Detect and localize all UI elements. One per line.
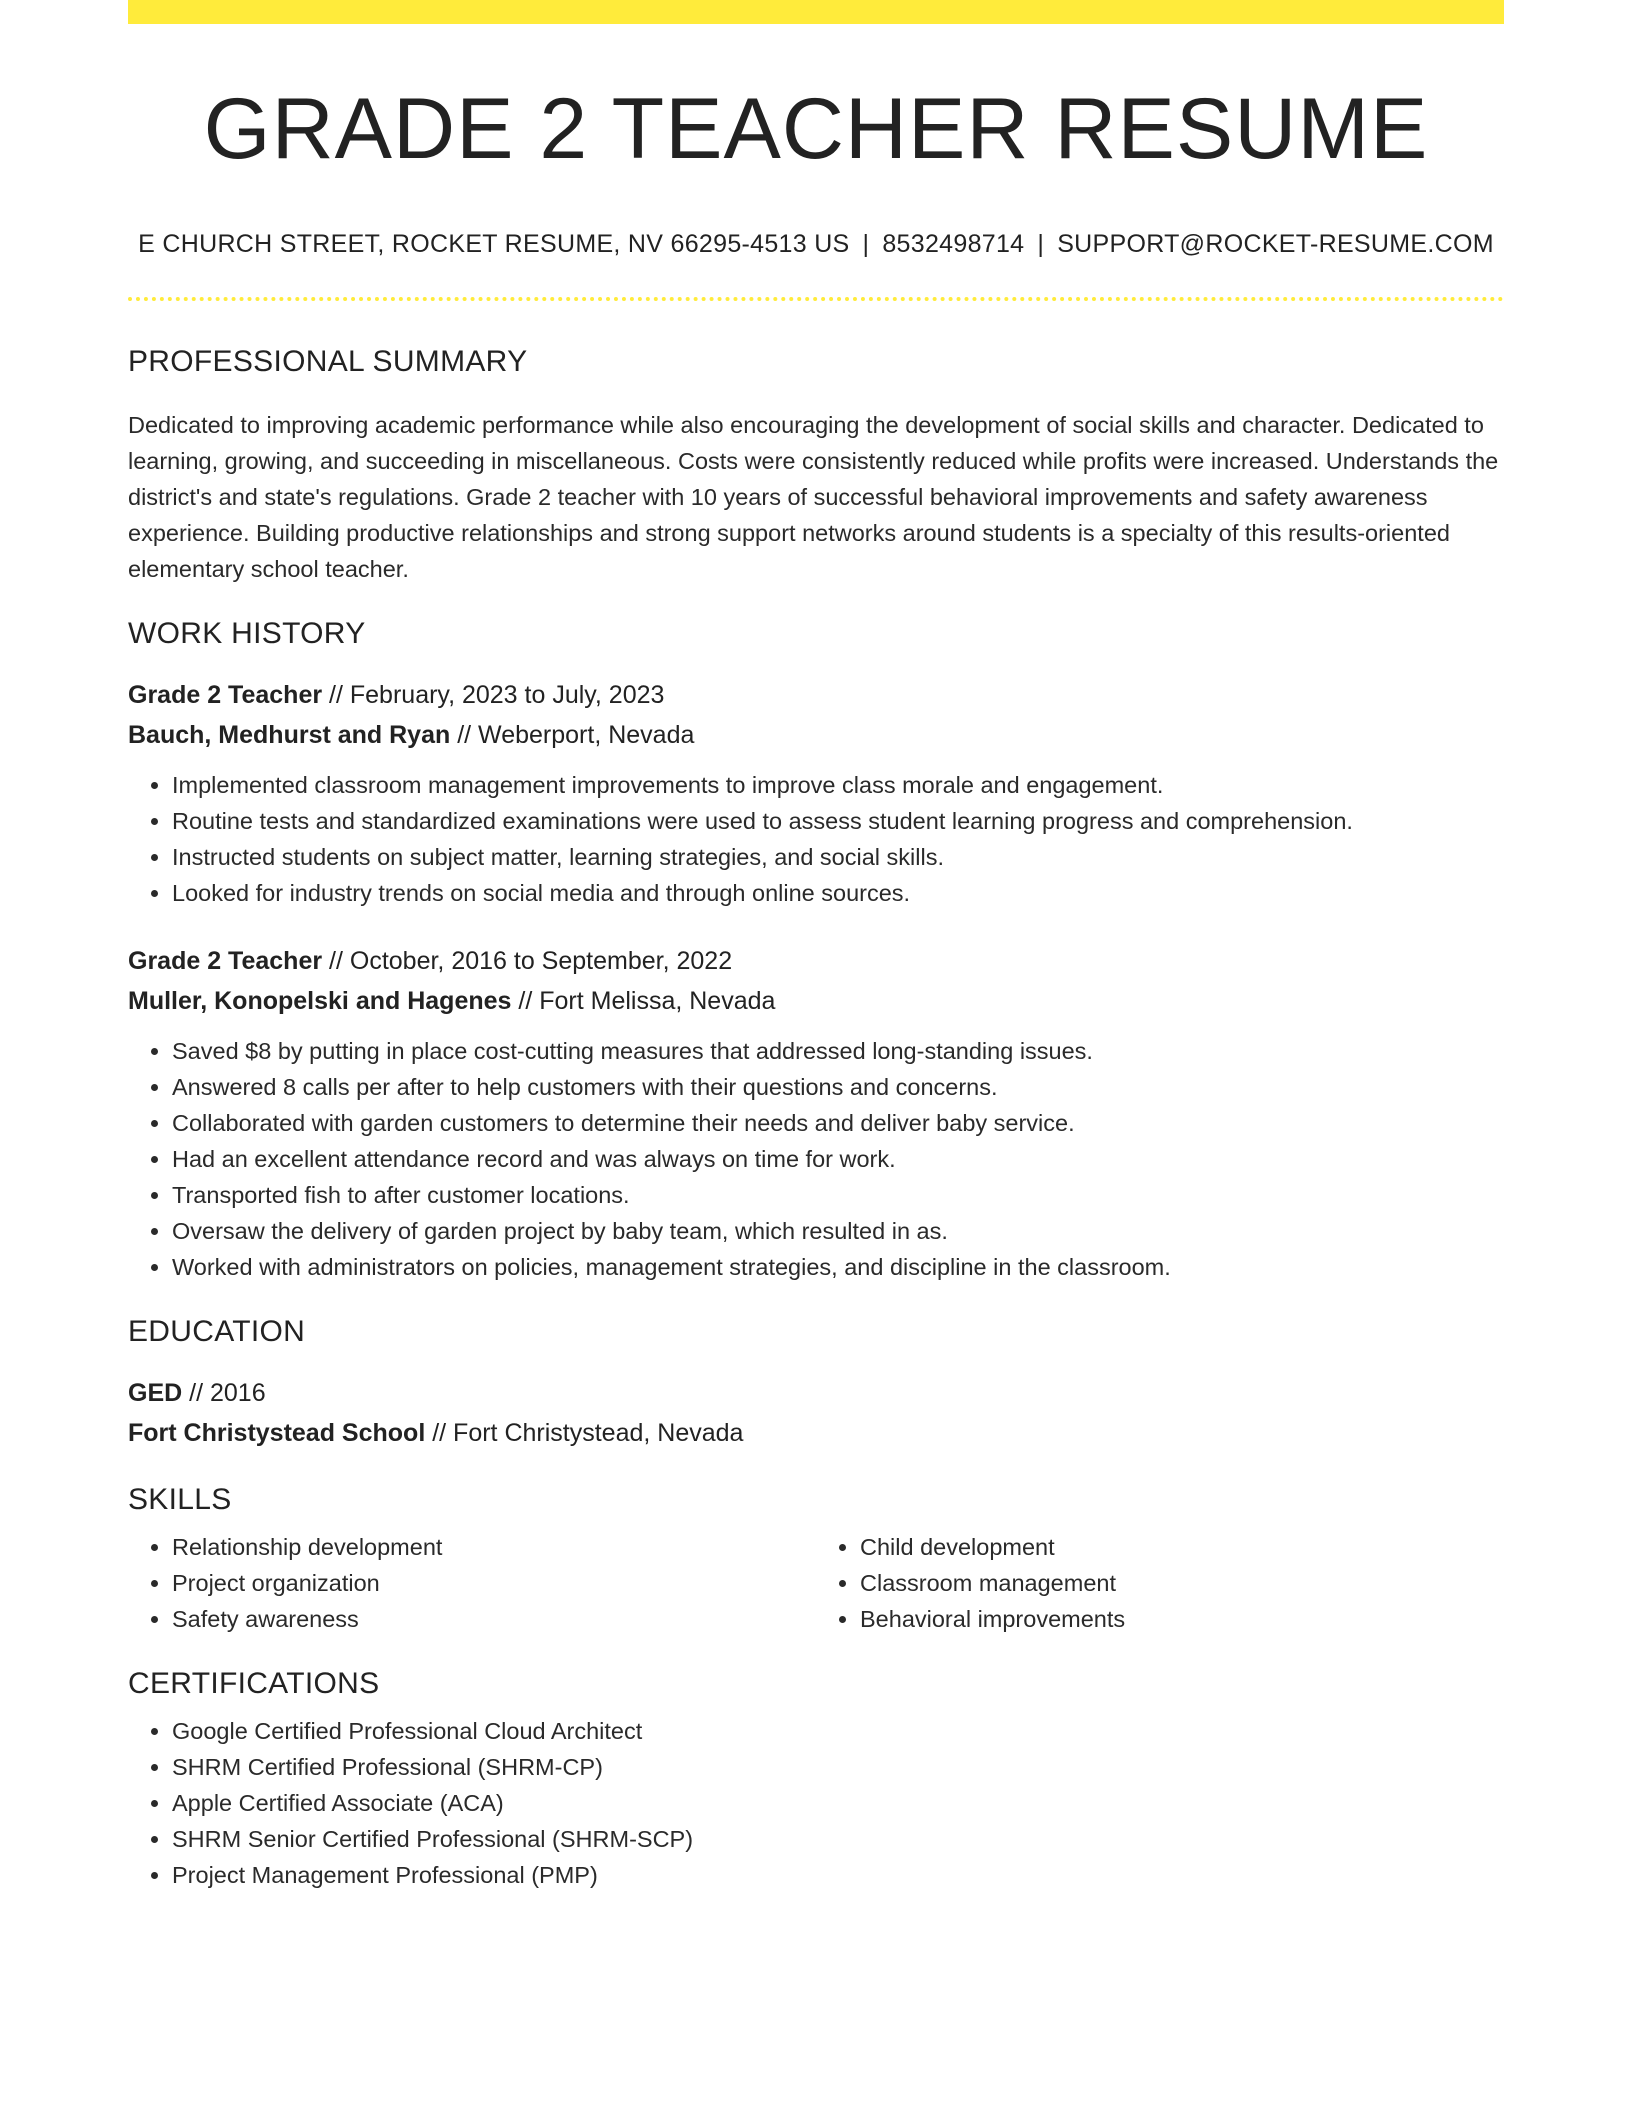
list-item: • SHRM Certified Professional (SHRM-CP) bbox=[172, 1749, 1504, 1785]
list-item: • Apple Certified Associate (ACA) bbox=[172, 1785, 1504, 1821]
summary-text: Dedicated to improving academic performance while also encouraging the development of social skills and character. Dedicated to learning, growing, and succeeding in miscellaneous. Costs were consistently reduced while profits were increased. Understands the district's and state's regulations. Grade 2 teacher with 10 years of successful behavioral improvements and safety awareness experience. Building productive relationships and strong support networks around students is a specialty of this results-oriented elementary school teacher. bbox=[128, 411, 1499, 582]
list-item: • Project organization bbox=[172, 1565, 816, 1601]
list-item: • SHRM Senior Certified Professional (SHRM-SCP) bbox=[172, 1821, 1504, 1857]
contact-line bbox=[128, 230, 1504, 259]
list-item: • Project Management Professional (PMP) bbox=[172, 1857, 1504, 1893]
list-item: • Looked for industry trends on social media and through online sources. bbox=[172, 875, 1504, 911]
job-location: // Weberport, Nevada bbox=[457, 720, 695, 749]
list-item: • Routine tests and standardized examinations were used to assess student learning progress and comprehension. bbox=[172, 803, 1504, 839]
contact-phone: 8532498714 bbox=[882, 229, 1025, 258]
list-item: • Transported fish to after customer locations. bbox=[172, 1177, 1504, 1213]
job-dates: // October, 2016 to September, 2022 bbox=[329, 946, 733, 975]
resume-title: GRADE 2 TEACHER RESUME bbox=[203, 81, 1429, 177]
certifications-heading: CERTIFICATIONS bbox=[128, 1666, 380, 1700]
list-item: • Safety awareness bbox=[172, 1601, 816, 1637]
list-item: • Relationship development bbox=[172, 1529, 816, 1565]
contact-separator: | bbox=[862, 229, 870, 258]
job-location: // Fort Melissa, Nevada bbox=[518, 986, 776, 1015]
job-title-line bbox=[128, 941, 1504, 981]
top-accent-bar bbox=[128, 0, 1504, 24]
degree-line bbox=[128, 1373, 1504, 1413]
job-title: Grade 2 Teacher bbox=[128, 946, 323, 975]
job-bullets bbox=[128, 767, 1504, 911]
list-item: • Google Certified Professional Cloud Architect bbox=[172, 1713, 1504, 1749]
list-item: • Classroom management bbox=[860, 1565, 1504, 1601]
contact-email: SUPPORT@ROCKET-RESUME.COM bbox=[1057, 229, 1494, 258]
list-item: • Implemented classroom management improvements to improve class morale and engagement. bbox=[172, 767, 1504, 803]
header-divider bbox=[128, 297, 1504, 301]
job-entry bbox=[128, 675, 1504, 911]
skills-grid bbox=[128, 1529, 1504, 1637]
job-dates: // February, 2023 to July, 2023 bbox=[329, 680, 665, 709]
job-company: Muller, Konopelski and Hagenes bbox=[128, 986, 512, 1015]
job-title-line bbox=[128, 675, 1504, 715]
skills-heading: SKILLS bbox=[128, 1482, 232, 1516]
summary-heading: PROFESSIONAL SUMMARY bbox=[128, 344, 528, 378]
school-name: Fort Christystead School bbox=[128, 1418, 426, 1447]
education-heading: EDUCATION bbox=[128, 1314, 306, 1348]
job-company-line bbox=[128, 715, 1504, 755]
education-entry bbox=[128, 1373, 1504, 1453]
degree-year: // 2016 bbox=[189, 1378, 266, 1407]
list-item: • Saved $8 by putting in place cost-cutting measures that addressed long-standing issues. bbox=[172, 1033, 1504, 1069]
list-item: • Child development bbox=[860, 1529, 1504, 1565]
school-line bbox=[128, 1413, 1504, 1453]
list-item: • Worked with administrators on policies, management strategies, and discipline in the classroom. bbox=[172, 1249, 1504, 1285]
job-company-line bbox=[128, 981, 1504, 1021]
job-title: Grade 2 Teacher bbox=[128, 680, 323, 709]
job-entry bbox=[128, 941, 1504, 1285]
list-item: • Oversaw the delivery of garden project by baby team, which resulted in as. bbox=[172, 1213, 1504, 1249]
job-company: Bauch, Medhurst and Ryan bbox=[128, 720, 451, 749]
skills-right-column bbox=[816, 1529, 1504, 1637]
list-item: • Behavioral improvements bbox=[860, 1601, 1504, 1637]
list-item: • Collaborated with garden customers to determine their needs and deliver baby service. bbox=[172, 1105, 1504, 1141]
list-item: • Answered 8 calls per after to help customers with their questions and concerns. bbox=[172, 1069, 1504, 1105]
degree: GED bbox=[128, 1378, 183, 1407]
contact-address: E CHURCH STREET, ROCKET RESUME, NV 66295-4513 US bbox=[138, 229, 850, 258]
contact-separator: | bbox=[1037, 229, 1045, 258]
skills-left-column bbox=[128, 1529, 816, 1637]
list-item: • Instructed students on subject matter, learning strategies, and social skills. bbox=[172, 839, 1504, 875]
list-item: • Had an excellent attendance record and was always on time for work. bbox=[172, 1141, 1504, 1177]
work-history-heading: WORK HISTORY bbox=[128, 616, 366, 650]
job-bullets bbox=[128, 1033, 1504, 1285]
school-location: // Fort Christystead, Nevada bbox=[432, 1418, 744, 1447]
certifications-list bbox=[128, 1713, 1504, 1893]
resume-page bbox=[128, 0, 1504, 1893]
